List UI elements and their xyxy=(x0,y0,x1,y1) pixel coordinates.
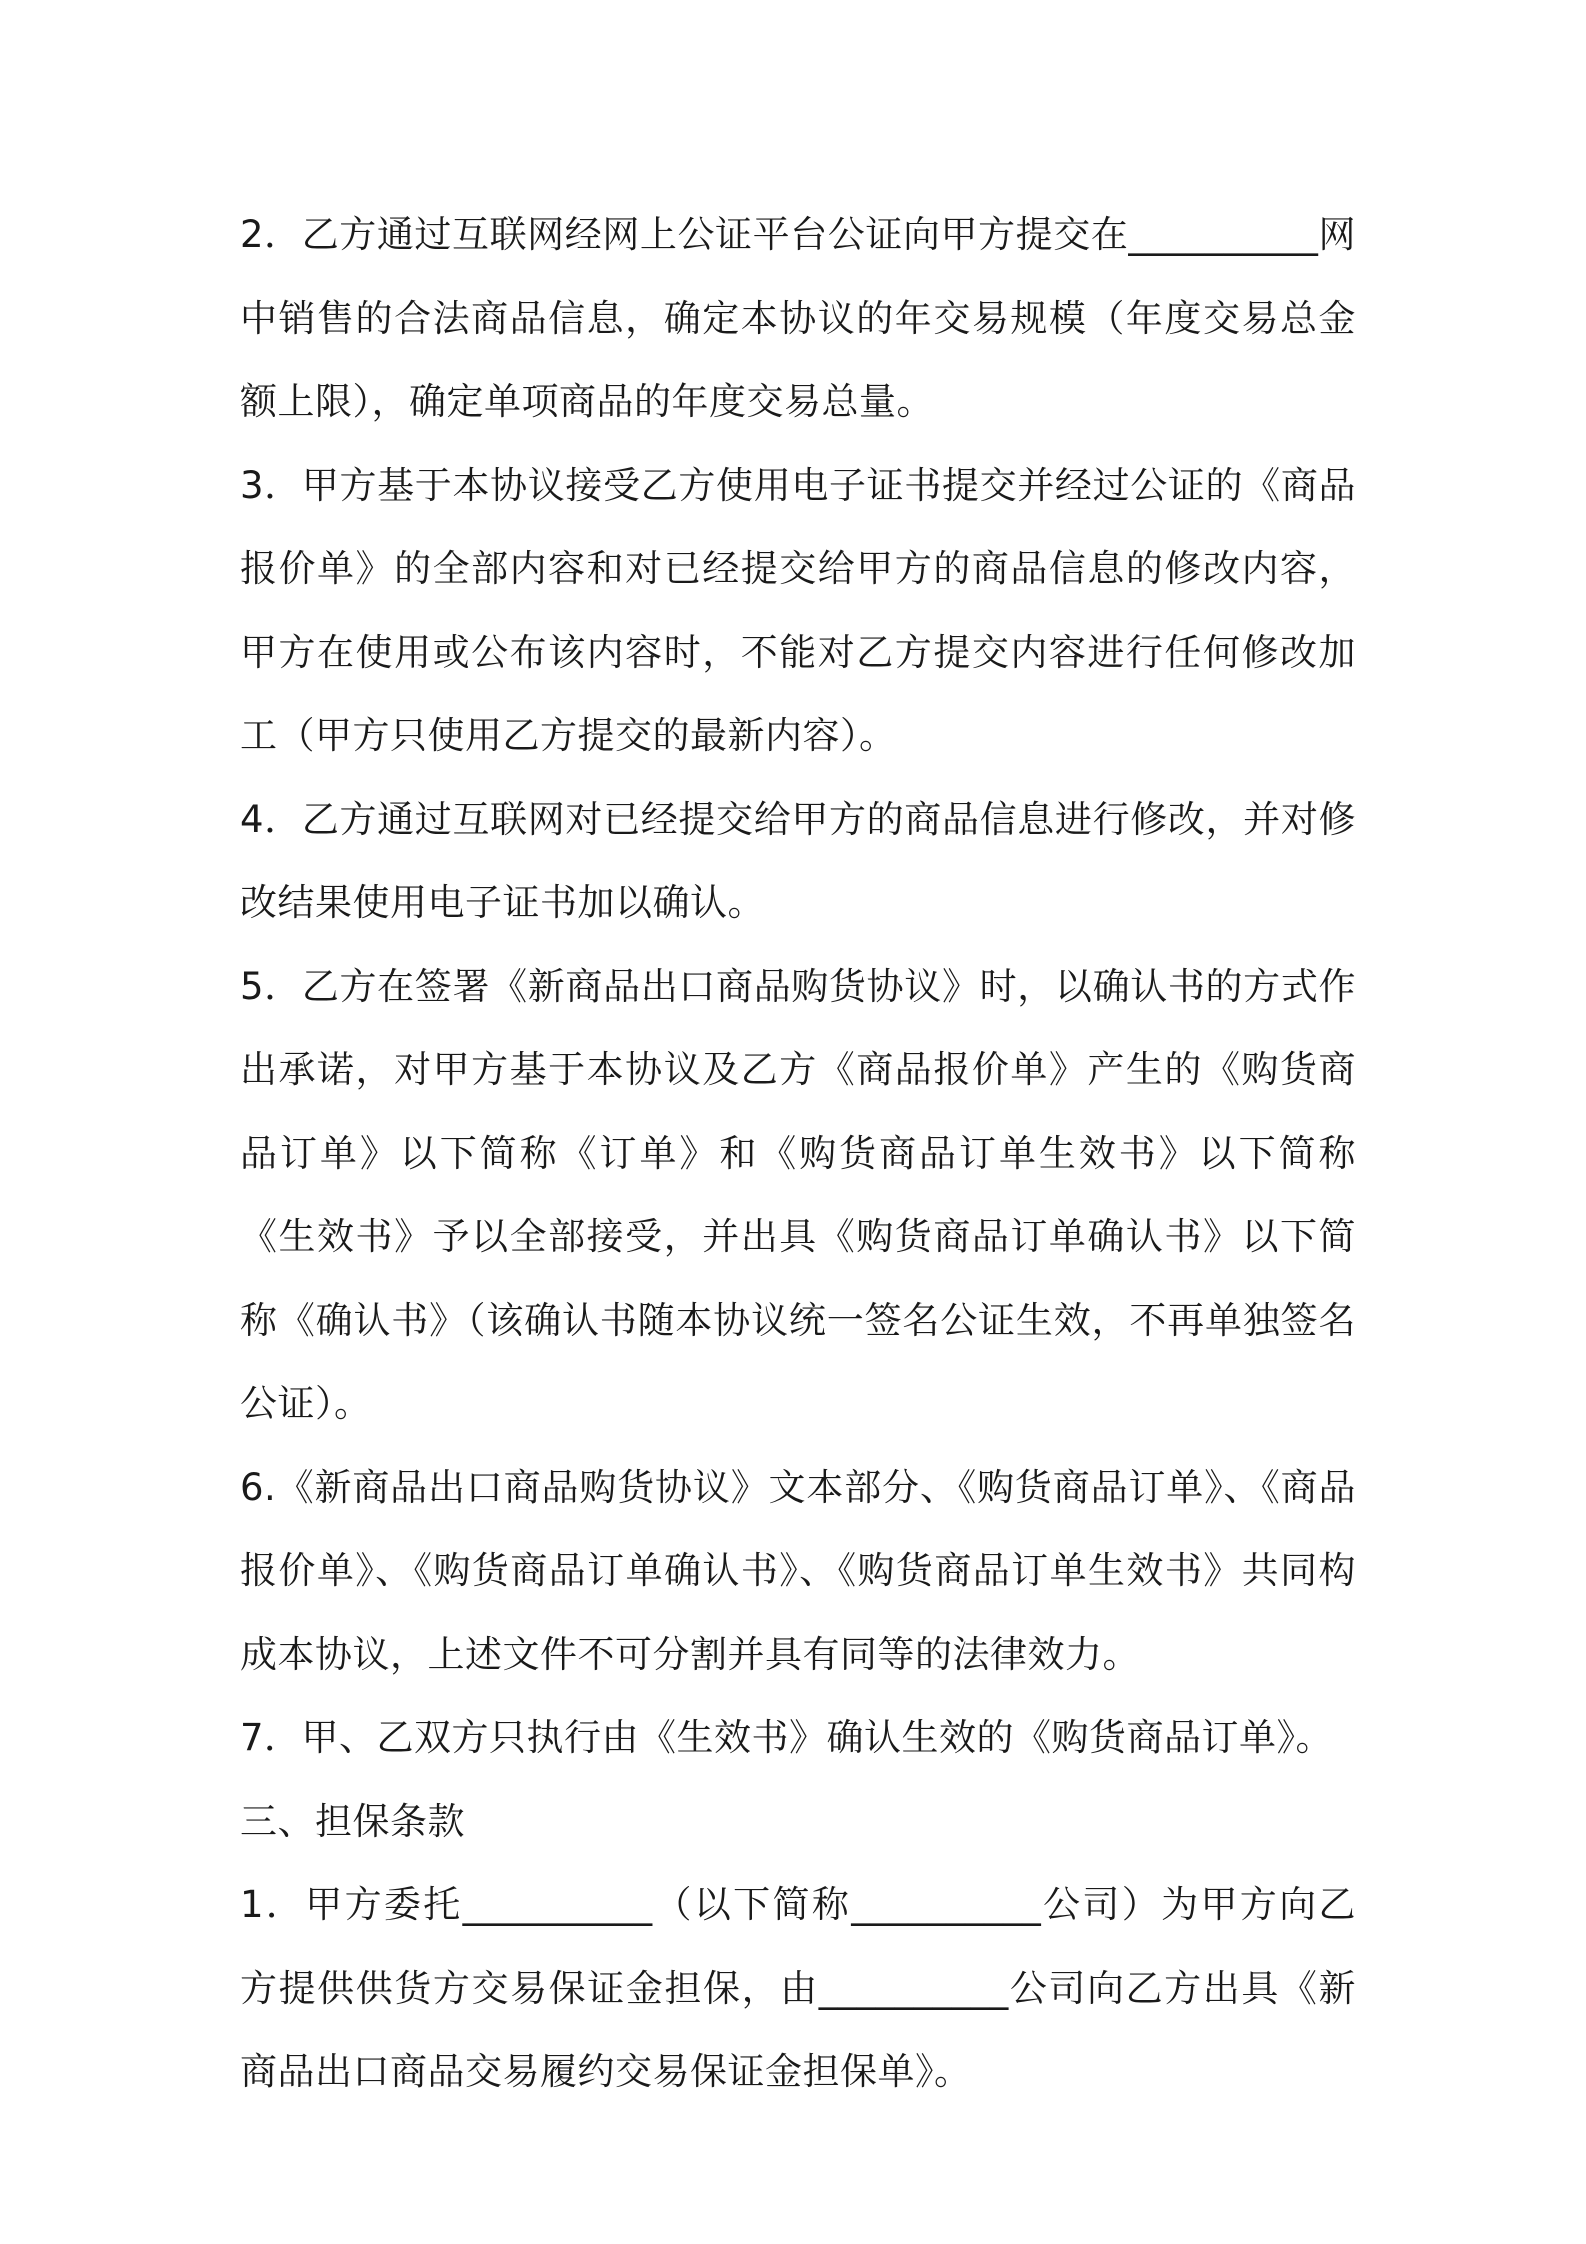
paragraph-clause-6: 6.《新商品出口商品购货协议》文本部分、《购货商品订单》、《商品报价单》、《购货商品订单确认书》、《购货商品订单生效书》共同构成本协议，上述文件不可分割并具有同等的法律效力。 xyxy=(240,1465,1356,1676)
paragraph-clause-3: 3．甲方基于本协议接受乙方使用电子证书提交并经过公证的《商品报价单》的全部内容和对已经提交给甲方的商品信息的修改内容，甲方在使用或公布该内容时，不能对乙方提交内容进行任何修改加工（甲方只使用乙方提交的最新内容）。 xyxy=(240,463,1356,757)
paragraph-clause-7: 7．甲、乙双方只执行由《生效书》确认生效的《购货商品订单》。 xyxy=(240,1716,1334,1759)
paragraph-clause-5: 5．乙方在签署《新商品出口商品购货协议》时，以确认书的方式作出承诺，对甲方基于本协议及乙方《商品报价单》产生的《购货商品订单》以下简称《订单》和《购货商品订单生效书》以下简称《生效书》予以全部接受，并出具《购货商品订单确认书》以下简称《确认书》（该确认书随本协议统一签名公证生效，不再单独签名公证）。 xyxy=(240,964,1356,1425)
paragraph-clause-4: 4．乙方通过互联网对已经提交给甲方的商品信息进行修改，并对修改结果使用电子证书加以确认。 xyxy=(240,797,1356,924)
paragraph-guarantee-1: 1．甲方委托__________（以下简称__________公司）为甲方向乙方提供供货方交易保证金担保，由__________公司向乙方出具《新商品出口商品交易履约交易保证金担保单》。 xyxy=(240,1883,1356,2093)
document-body xyxy=(240,193,1356,2114)
paragraph-clause-2: 2．乙方通过互联网经网上公证平台公证向甲方提交在__________网中销售的合法商品信息，确定本协议的年交易规模（年度交易总金额上限），确定单项商品的年度交易总量。 xyxy=(240,213,1356,423)
section-heading-guarantee: 三、担保条款 xyxy=(240,1799,465,1843)
